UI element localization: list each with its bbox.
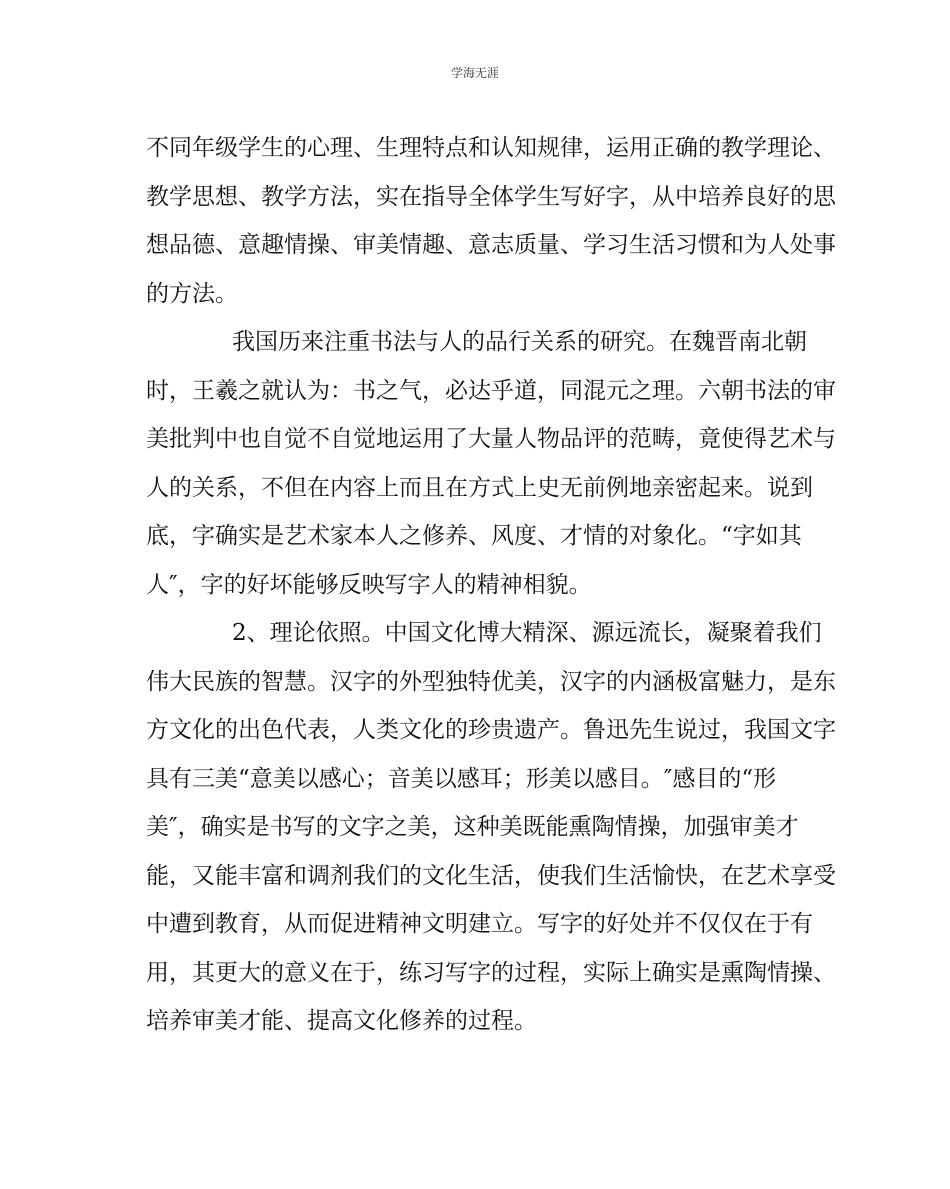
page-header: 学海无涯 bbox=[450, 66, 499, 80]
text-line: 我国历来注重书法与人的品行关系的研究。在魏晋南北朝 bbox=[232, 329, 807, 355]
text-line: 不同年级学生的心理、生理特点和认知规律，运用正确的教学理论、 bbox=[146, 135, 836, 161]
paragraph-3 bbox=[146, 609, 836, 1046]
document-body bbox=[146, 124, 836, 1046]
text-line: 底，字确实是艺术家本人之修养、风度、才情的对象化。“字如其 bbox=[146, 523, 802, 549]
text-line: 中遭到教育，从而促进精神文明建立。写字的好处并不仅仅在于有 bbox=[146, 911, 813, 937]
text-line: 能，又能丰富和调剂我们的文化生活，使我们生活愉快，在艺术享受 bbox=[146, 862, 836, 889]
text-line: 人″，字的好坏能够反映写字人的精神相貌。 bbox=[146, 571, 592, 598]
paragraph-1 bbox=[146, 124, 836, 318]
text-line: 美批判中也自觉不自觉地运用了大量人物品评的范畴，竟使得艺术与 bbox=[146, 426, 836, 452]
paragraph-2 bbox=[146, 318, 836, 609]
text-line: 的方法。 bbox=[146, 280, 238, 307]
text-line: 美″，确实是书写的文字之美，这种美既能熏陶情操，加强审美才 bbox=[146, 814, 799, 840]
text-line: 培养审美才能、提高文化修养的过程。 bbox=[146, 1008, 537, 1034]
text-line: 方文化的出色代表，人类文化的珍贵遗产。鲁迅先生说过，我国文字 bbox=[146, 717, 836, 743]
text-line: 想品德、意趣情操、审美情趣、意志质量、学习生活习惯和为人处事 bbox=[146, 232, 836, 258]
text-line: 时，王羲之就认为：书之气，必达乎道，同混元之理。六朝书法的审 bbox=[146, 377, 836, 404]
text-line: 人的关系，不但在内容上而且在方式上史无前例地亲密起来。说到 bbox=[146, 474, 813, 501]
text-line: 用，其更大的意义在于，练习写字的过程，实际上确实是熏陶情操、 bbox=[146, 959, 836, 986]
text-line: 2、理论依照。中国文化博大精深、源远流长，凝聚着我们 bbox=[232, 620, 822, 646]
text-line: 具有三美“意美以感心；音美以感耳；形美以感目。″感目的“形 bbox=[146, 765, 777, 792]
text-line: 教学思想、教学方法，实在指导全体学生写好字，从中培养良好的思 bbox=[146, 183, 836, 210]
text-line: 伟大民族的智慧。汉字的外型独特优美，汉字的内涵极富魅力，是东 bbox=[146, 668, 836, 695]
